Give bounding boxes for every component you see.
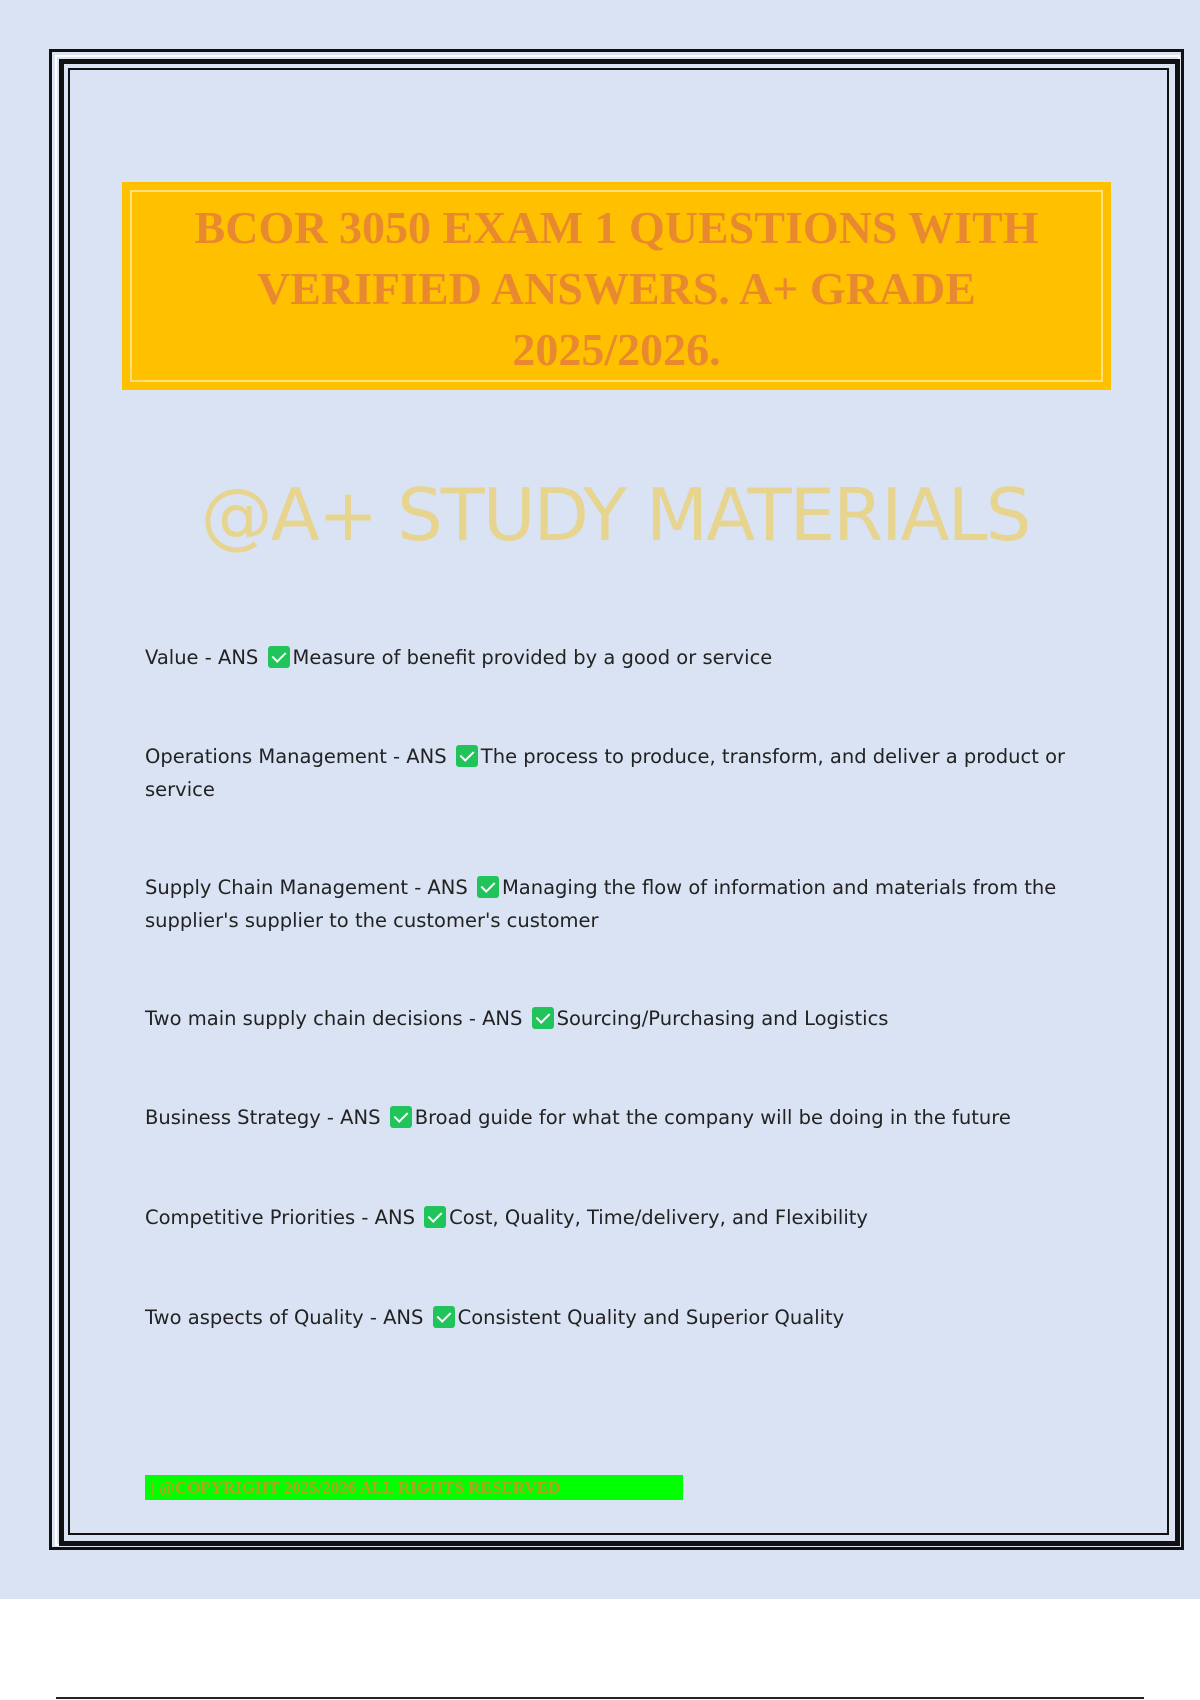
qa-term: Operations Management - ANS	[145, 745, 447, 768]
qa-answer: The process to produce, transform, and deliver a product or service	[145, 745, 1066, 801]
qa-answer: Managing the flow of information and materials from the supplier's supplier to the customer's customer	[145, 876, 1057, 932]
qa-term: Competitive Priorities - ANS	[145, 1206, 415, 1229]
qa-answer: Consistent Quality and Superior Quality	[457, 1306, 845, 1329]
qa-term: Business Strategy - ANS	[145, 1106, 381, 1129]
watermark: @A+ STUDY MATERIALS	[200, 473, 1030, 557]
qa-term: Two main supply chain decisions - ANS	[145, 1007, 523, 1030]
title-line: 2025/2026.	[512, 324, 721, 375]
document-title	[125, 197, 1108, 380]
qa-item	[145, 1002, 1095, 1035]
check-icon	[433, 1306, 455, 1328]
check-icon	[477, 876, 499, 898]
title-line: VERIFIED ANSWERS. A+ GRADE	[257, 263, 976, 314]
check-icon	[268, 646, 290, 668]
copyright-footer: | @COPYRIGHT 2025/2026 ALL RIGHTS RESERVED	[145, 1475, 683, 1500]
divider	[56, 1697, 1144, 1699]
check-icon	[532, 1007, 554, 1029]
qa-term: Value - ANS	[145, 646, 259, 669]
qa-item	[145, 1101, 1095, 1134]
check-icon	[456, 745, 478, 767]
qa-item	[145, 871, 1095, 937]
qa-term: Supply Chain Management - ANS	[145, 876, 468, 899]
qa-answer: Cost, Quality, Time/delivery, and Flexibility	[449, 1206, 868, 1229]
qa-term: Two aspects of Quality - ANS	[145, 1306, 424, 1329]
title-banner	[122, 182, 1111, 390]
qa-item	[145, 641, 1095, 674]
check-icon	[424, 1206, 446, 1228]
check-icon	[390, 1106, 412, 1128]
title-line: BCOR 3050 EXAM 1 QUESTIONS WITH	[194, 202, 1039, 253]
qa-answer: Sourcing/Purchasing and Logistics	[556, 1007, 889, 1030]
qa-answer: Measure of benefit provided by a good or service	[292, 646, 773, 669]
qa-item	[145, 1201, 1095, 1234]
qa-item	[145, 1301, 1095, 1334]
qa-item	[145, 740, 1095, 806]
qa-answer: Broad guide for what the company will be doing in the future	[414, 1106, 1011, 1129]
